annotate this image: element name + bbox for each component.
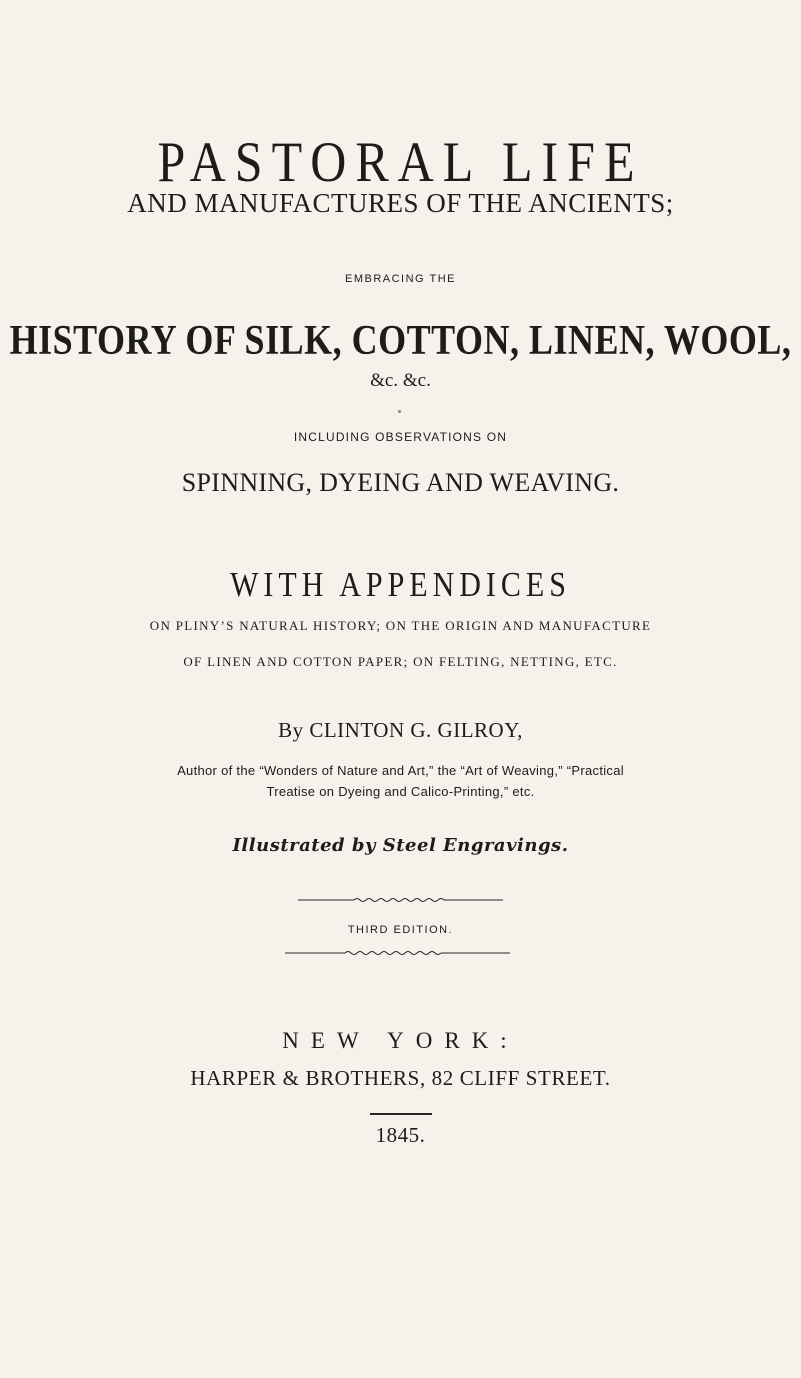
- etc-line: &c. &c.: [370, 370, 431, 391]
- spinning-heading: SPINNING, DYEING AND WEAVING.: [181, 468, 620, 497]
- appendices-heading: WITH APPENDICES: [230, 566, 571, 604]
- author-works-line-1: Author of the “Wonders of Nature and Art,” the “Art of Weaving,” “Practical: [177, 763, 624, 778]
- wavy-rule-top: [298, 897, 503, 903]
- edition-line: THIRD EDITION.: [347, 924, 454, 936]
- subtitle: AND MANUFACTURES OF THE ANCIENTS;: [127, 188, 674, 218]
- imprint-rule: [370, 1113, 432, 1115]
- history-heading: HISTORY OF SILK, COTTON, LINEN, WOOL,: [9, 316, 792, 364]
- wavy-rule-bottom: [285, 950, 510, 956]
- byline-by: By: [278, 718, 304, 742]
- illustrated-line: Illustrated by Steel Engravings.: [232, 835, 569, 856]
- imprint-publisher: HARPER & BROTHERS, 82 CLIFF STREET.: [190, 1066, 611, 1090]
- imprint-year: 1845.: [375, 1123, 426, 1147]
- appendices-line-1: ON PLINY’S NATURAL HISTORY; ON THE ORIGIN AND MANUFACTURE: [149, 618, 652, 633]
- author-works-line-2: Treatise on Dyeing and Calico-Printing,” etc.: [266, 784, 535, 799]
- main-title: PASTORAL LIFE: [157, 129, 644, 194]
- imprint-city: NEW YORK:: [282, 1028, 519, 1053]
- byline: [0, 718, 801, 743]
- appendices-line-2: OF LINEN AND COTTON PAPER; ON FELTING, NETTING, ETC.: [183, 654, 618, 669]
- ornament-dot: [398, 410, 401, 413]
- embracing-line: EMBRACING THE: [345, 273, 456, 285]
- author-name: CLINTON G. GILROY,: [309, 718, 523, 742]
- including-line: INCLUDING OBSERVATIONS ON: [293, 430, 508, 444]
